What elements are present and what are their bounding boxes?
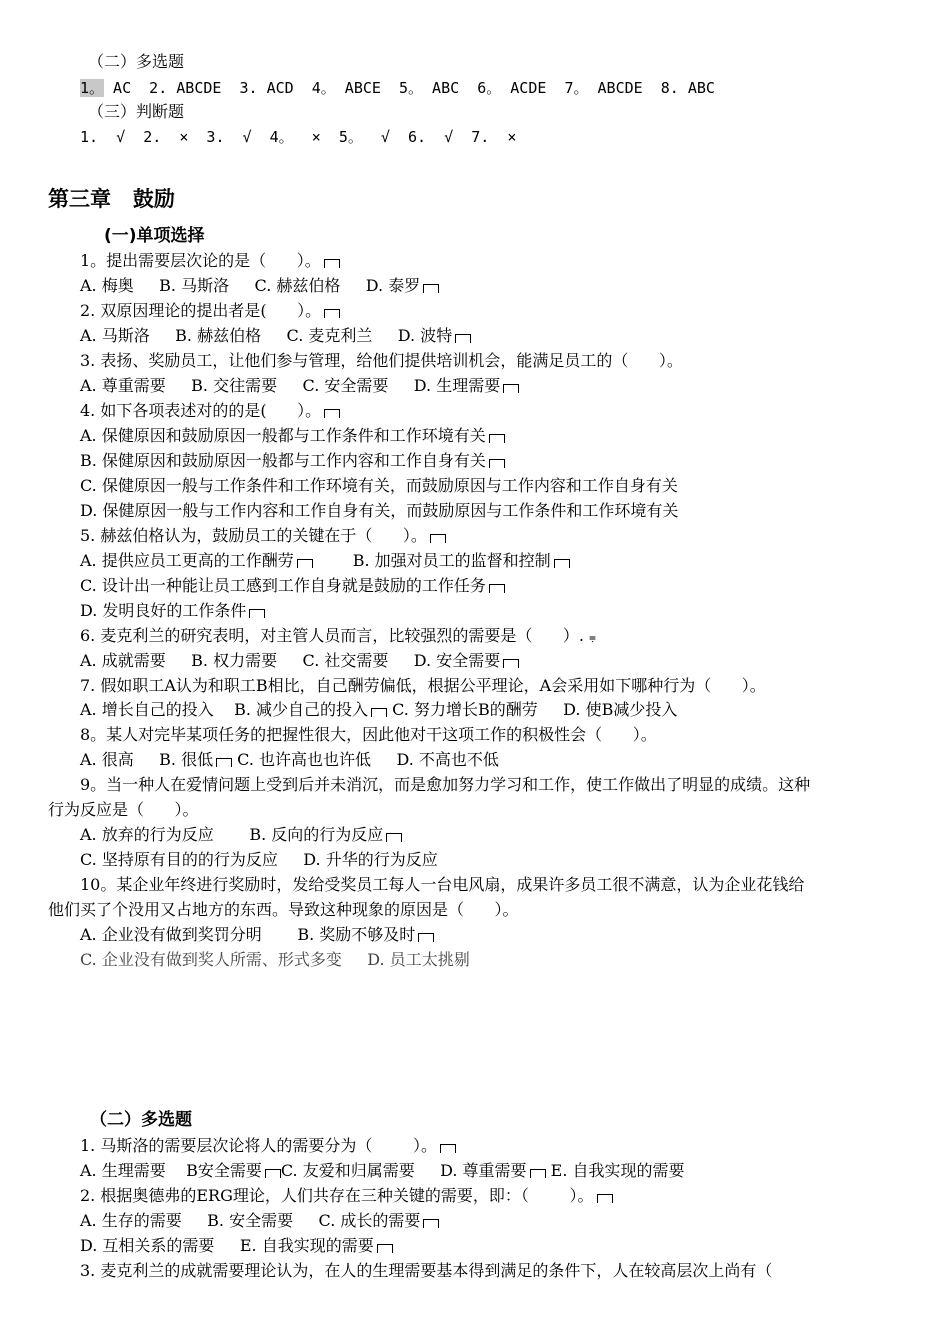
paragraph-mark-icon xyxy=(597,1194,613,1203)
q7-options: A. 增长自己的投入 B. 减少自己的投入 C. 努力增长B的酬劳 D. 使B减少投入 xyxy=(80,700,678,719)
q5-option-c: C. 设计出一种能让员工感到工作自身就是鼓励的工作任务 xyxy=(80,576,505,596)
q9-stem: 9。当一种人在爱情问题上受到后并未消沉，而是愈加努力学习和工作，使工作做出了明显的成绩。这种 xyxy=(80,775,811,794)
m1-options: A. 生理需要 B安全需要 C. 友爱和归属需要 D. 尊重需要 E. 自我实现的需要 xyxy=(80,1161,685,1180)
paragraph-mark-icon xyxy=(418,933,434,942)
paragraph-mark-icon xyxy=(324,259,340,268)
chapter-title: 第三章 鼓励 xyxy=(48,187,175,211)
paragraph-mark-icon xyxy=(249,609,265,618)
m1-stem: 1. 马斯洛的需要层次论将人的需要分为（ ）。 xyxy=(80,1136,456,1156)
m2-stem: 2. 根据奥德弗的ERG理论，人们共存在三种关键的需要，即：（ ）。 xyxy=(80,1186,613,1206)
paragraph-mark-icon xyxy=(503,384,519,393)
paragraph-mark-icon xyxy=(324,309,340,318)
m2-options-de: D. 互相关系的需要 E. 自我实现的需要 xyxy=(80,1236,393,1256)
q5-option-d: D. 发明良好的工作条件 xyxy=(80,601,265,621)
paragraph-mark-icon xyxy=(554,559,570,568)
paragraph-mark-icon xyxy=(455,334,471,343)
paragraph-mark-icon xyxy=(216,758,232,767)
q4-option-d: D. 保健原因一般与工作内容和工作自身有关，而鼓励原因与工作条件和工作环境有关 xyxy=(80,501,679,520)
paragraph-mark-icon xyxy=(265,1169,281,1178)
paragraph-mark-icon xyxy=(430,534,446,543)
paragraph-mark-icon xyxy=(386,833,402,842)
answers-judge-line: 1. √ 2. × 3. √ 4。 × 5。 √ 6. √ 7. × xyxy=(80,128,517,146)
paragraph-mark-icon xyxy=(489,459,505,468)
q10-stem: 10。某企业年终进行奖励时，发给受奖员工每人一台电风扇，成果许多员工很不满意，认为企业花钱给 xyxy=(80,875,805,894)
q7-stem: 7. 假如职工A认为和职工B相比，自己酬劳偏低，根据公平理论，A会采用如下哪种行为（ ）。 xyxy=(80,676,766,695)
q10-stem-cont: 他们买了个没用又占地方的东西。导致这种现象的原因是（ ）。 xyxy=(48,900,519,919)
q10-options-cd: C. 企业没有做到奖人所需、形式多变 D. 员工太挑剔 xyxy=(80,950,470,969)
paragraph-mark-icon xyxy=(440,1144,456,1153)
q8-stem: 8。某人对完毕某项任务的把握性很大，因此他对干这项工作的积极性会（ ）。 xyxy=(80,725,657,744)
paragraph-mark-icon xyxy=(423,284,439,293)
paragraph-mark-icon xyxy=(371,708,387,717)
q9-options-cd: C. 坚持原有目的的行为反应 D. 升华的行为反应 xyxy=(80,850,438,869)
paragraph-mark-icon xyxy=(324,409,340,418)
multi-choice-title: （二）多选题 xyxy=(90,1110,192,1130)
q3-options: A. 尊重需要 B. 交往需要 C. 安全需要 D. 生理需要 xyxy=(80,376,519,396)
q3-stem: 3. 表扬、奖励员工，让他们参与管理，给他们提供培训机会，能满足员工的（ ）。 xyxy=(80,351,683,370)
paragraph-mark-icon xyxy=(423,1219,439,1228)
paragraph-mark-icon xyxy=(530,1169,546,1178)
paragraph-mark-icon xyxy=(489,434,505,443)
q9-options-ab: A. 放弃的行为反应 B. 反向的行为反应 xyxy=(80,825,402,845)
q10-options-ab: A. 企业没有做到奖罚分明 B. 奖励不够及时 xyxy=(80,925,434,945)
m3-stem: 3. 麦克利兰的成就需要理论认为，在人的生理需要基本得到满足的条件下，人在较高层次上尚有（ xyxy=(80,1261,773,1280)
answers-multi-line xyxy=(80,78,715,98)
paragraph-mark-icon xyxy=(377,1244,393,1253)
answers-multi-title: （二）多选题 xyxy=(88,52,185,71)
q5-options-ab: A. 提供应员工更高的工作酬劳 B. 加强对员工的监督和控制 xyxy=(80,551,570,571)
q6-stem: 6. 麦克利兰的研究表明，对主管人员而言，比较强烈的需要是（ ）. ⩦ xyxy=(80,626,597,645)
q4-option-b: B. 保健原因和鼓励原因一般都与工作内容和工作自身有关 xyxy=(80,451,505,471)
q2-options: A. 马斯洛 B. 赫兹伯格 C. 麦克利兰 D. 波特 xyxy=(80,326,471,346)
paragraph-mark-icon xyxy=(503,659,519,668)
q9-stem-cont: 行为反应是（ ）。 xyxy=(48,800,199,819)
paragraph-mark-icon xyxy=(297,559,313,568)
single-choice-title: (一)单项选择 xyxy=(104,226,205,246)
m2-options-abc: A. 生存的需要 B. 安全需要 C. 成长的需要 xyxy=(80,1211,439,1231)
q5-stem: 5. 赫兹伯格认为，鼓励员工的关键在于（ ）。 xyxy=(80,526,446,546)
q2-stem: 2. 双原因理论的提出者是( ）。 xyxy=(80,301,340,321)
paragraph-mark-icon xyxy=(489,584,505,593)
highlighted-number: 1。 xyxy=(80,79,105,97)
q1-stem: 1。提出需要层次论的是（ ）。 xyxy=(80,251,340,271)
q4-option-c: C. 保健原因一般与工作条件和工作环境有关，而鼓励原因与工作内容和工作自身有关 xyxy=(80,476,678,495)
q1-options: A. 梅奥 B. 马斯洛 C. 赫兹伯格 D. 泰罗 xyxy=(80,276,439,296)
answers-judge-title: （三）判断题 xyxy=(88,102,185,121)
q4-stem: 4. 如下各项表述对的的是( ）。 xyxy=(80,401,340,421)
answers-multi-values: AC 2. ABCDE 3. ACD 4。 ABCE 5。 ABC 6。 ACDE 7。 ABCDE 8. ABC xyxy=(104,79,715,97)
q8-options: A. 很高 B. 很低 C. 也许高也也许低 D. 不高也不低 xyxy=(80,750,499,769)
q6-options: A. 成就需要 B. 权力需要 C. 社交需要 D. 安全需要 xyxy=(80,651,519,671)
q4-option-a: A. 保健原因和鼓励原因一般都与工作条件和工作环境有关 xyxy=(80,426,505,446)
